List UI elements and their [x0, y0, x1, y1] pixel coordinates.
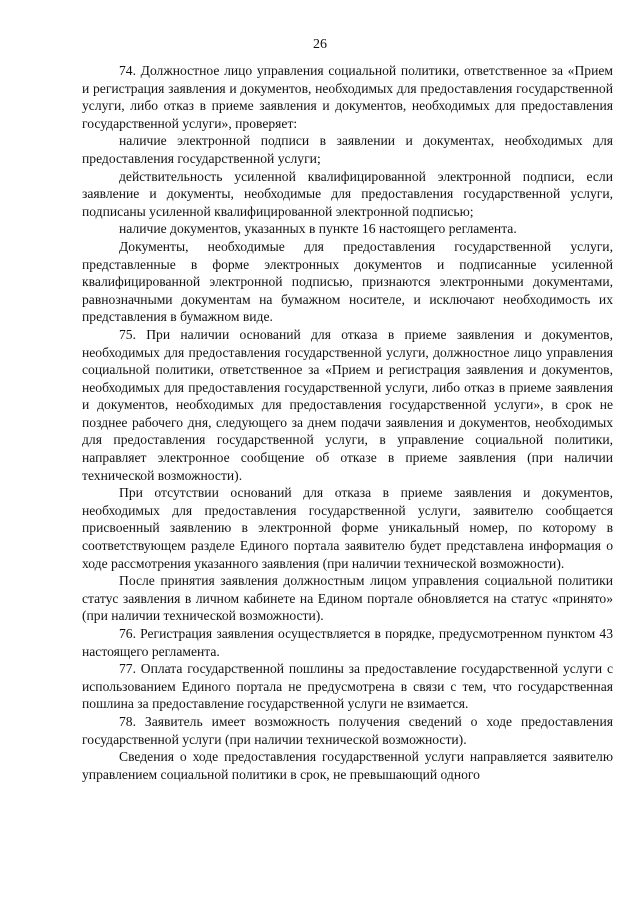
document-body — [82, 62, 613, 783]
paragraph-check-signature: наличие электронной подписи в заявлении и документах, необходимых для предоставления государственной услуги; — [82, 133, 613, 166]
paragraph-78: 78. Заявитель имеет возможность получения сведений о ходе предоставления государственной услуги (при наличии технической возможности). — [82, 713, 613, 747]
paragraph-check-validity: действительность усиленной квалифицированной электронной подписи, если заявление и документы, необходимые для предоставления государственной услуги, подписаны усиленной квалифицированной электронной подписью; — [82, 168, 613, 219]
paragraph-76: 76. Регистрация заявления осуществляется в порядке, предусмотренном пунктом 43 настоящего регламента. — [82, 626, 613, 659]
paragraph-progress-info: Сведения о ходе предоставления государственной услуги направляется заявителю управлением социальной политики в срок, не превышающий одного — [82, 749, 613, 782]
paragraph-75: 75. При наличии оснований для отказа в приеме заявления и документов, необходимых для предоставления государственной услуги, должностное лицо управления социальной политики, ответственное за «Прием и регистрация заявления и документов, необходимых для предоставления государственной услуги, либо отказ в приеме заявления и документов, необходимых для предоставления государственной услуги», в срок не позднее рабочего дня, следующего за днем подачи заявления и документов, необходимых для предоставления государственной услуги, в управление социальной политики, направляет электронное сообщение об отказе в приеме заявления (при наличии технической возможности). — [82, 326, 613, 483]
paragraph-check-documents: наличие документов, указанных в пункте 16 настоящего регламента. — [119, 221, 517, 237]
paragraph-status-accepted: После принятия заявления должностным лицом управления социальной политики статус заявления в личном кабинете на Едином портале обновляется на статус «принято» (при наличии технической возможности). — [82, 573, 613, 624]
paragraph-74: 74. Должностное лицо управления социальной политики, ответственное за «Прием и регистрация заявления и документов, необходимых для предоставления государственной услуги, либо отказ в приеме заявления и документов, необходимых для предоставления государственной услуги», проверяет: — [82, 63, 613, 131]
page-number: 26 — [313, 37, 327, 52]
paragraph-77: 77. Оплата государственной пошлины за предоставление государственной услуги с использованием Единого портала не предусмотрена в связи с тем, что государственная пошлина за предоставление государственной услуги не взимается. — [82, 661, 613, 712]
paragraph-electronic-documents: Документы, необходимые для предоставления государственной услуги, представленные в форме электронных документов и подписанные усиленной квалифицированной электронной подписью, признаются электронными документами, равнозначными документам на бумажном носителе, и исключают необходимость их представления в бумажном виде. — [82, 238, 613, 325]
paragraph-no-grounds: При отсутствии оснований для отказа в приеме заявления и документов, необходимых для предоставления государственной услуги, заявителю сообщается присвоенный заявлению в электронной форме уникальный номер, по которому в соответствующем разделе Единого портала заявителю будет представлена информация о ходе рассмотрения указанного заявления (при наличии технической возможности). — [82, 485, 613, 571]
